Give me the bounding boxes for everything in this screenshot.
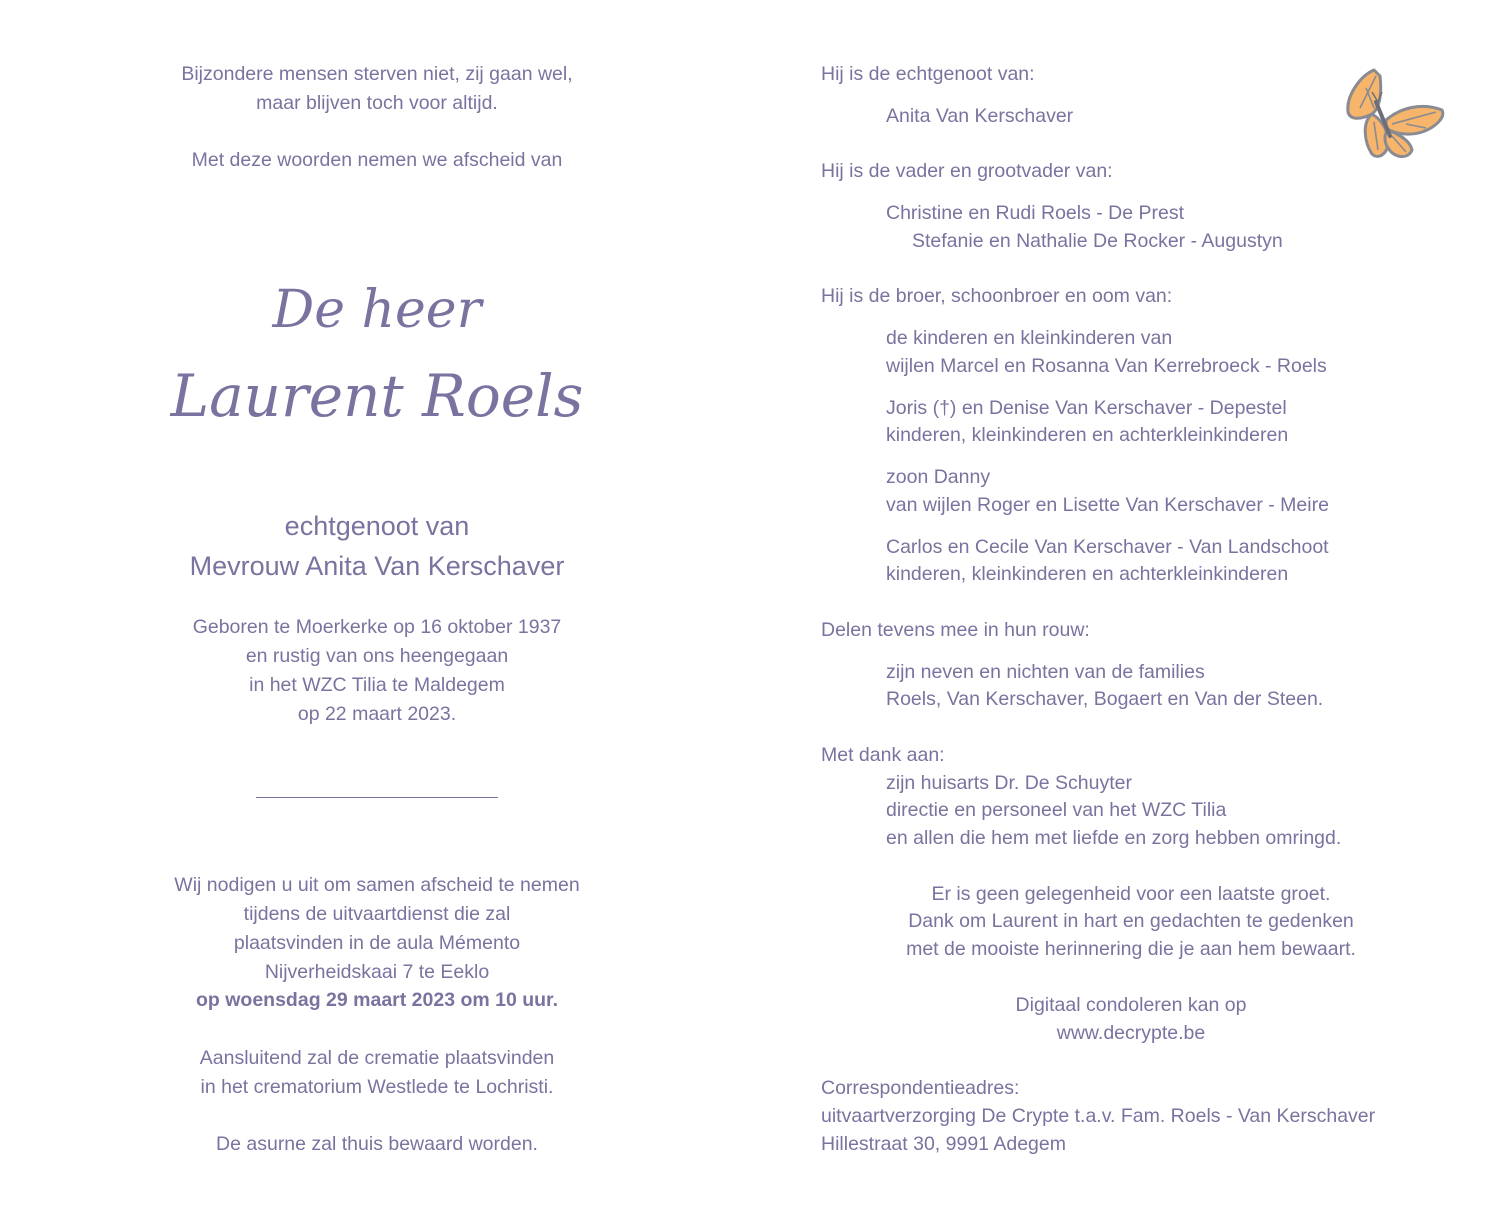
thanks-line-3: en allen die hem met liefde en zorg hebben omringd. — [886, 827, 1342, 849]
address-line-2: Hillestraat 30, 9991 Adegem — [821, 1133, 1066, 1155]
thanks-heading: Met dank aan: — [821, 744, 945, 766]
divider-line — [256, 797, 498, 798]
spouse-line-2: Mevrouw Anita Van Kerschaver — [189, 551, 565, 581]
father-line-2: Stefanie en Nathalie De Rocker - Augustyn — [912, 230, 1283, 252]
brother-line-2a: Joris (†) en Denise Van Kerschaver - Depestel — [886, 397, 1287, 419]
spouse-name: Anita Van Kerschaver — [886, 105, 1074, 127]
butterfly-icon — [1336, 62, 1448, 166]
thanks-line-2: directie en personeel van het WZC Tilia — [886, 799, 1227, 821]
quote-line-1: Bijzondere mensen sterven niet, zij gaan wel, — [181, 63, 573, 85]
share-line-2: Roels, Van Kerschaver, Bogaert en Van der Steen. — [886, 688, 1324, 710]
invite-line-5: op woensdag 29 maart 2023 om 10 uur. — [196, 989, 558, 1011]
title-script: De heer — [272, 280, 482, 340]
brother-line-2b: kinderen, kleinkinderen en achterkleinkinderen — [886, 424, 1289, 446]
share-heading: Delen tevens mee in hun rouw: — [821, 619, 1090, 641]
invite-line-2: tijdens de uitvaartdienst die zal — [243, 903, 511, 925]
deceased-name: Laurent Roels — [170, 362, 584, 430]
cremation-line-1: Aansluitend zal de crematie plaatsvinden — [199, 1047, 555, 1069]
brother-line-3b: van wijlen Roger en Lisette Van Kerschaver - Meire — [886, 494, 1329, 516]
brother-line-4b: kinderen, kleinkinderen en achterkleinkinderen — [886, 563, 1289, 585]
condole-link[interactable]: www.decrypte.be — [1056, 1022, 1206, 1044]
note-line-1: Er is geen gelegenheid voor een laatste groet. — [931, 883, 1331, 905]
share-line-1: zijn neven en nichten van de families — [886, 661, 1205, 683]
brother-line-1a: de kinderen en kleinkinderen van — [886, 327, 1173, 349]
urn-text: De asurne zal thuis bewaard worden. — [216, 1133, 538, 1155]
brother-line-4a: Carlos en Cecile Van Kerschaver - Van Landschoot — [886, 536, 1329, 558]
thanks-line-1: zijn huisarts Dr. De Schuyter — [886, 772, 1133, 794]
address-line-1: uitvaartverzorging De Crypte t.a.v. Fam. Roels - Van Kerschaver — [821, 1105, 1376, 1127]
born-line-4: op 22 maart 2023. — [297, 703, 457, 725]
father-line-1: Christine en Rudi Roels - De Prest — [886, 202, 1185, 224]
brother-line-3a: zoon Danny — [886, 466, 991, 488]
invite-line-3: plaatsvinden in de aula Mémento — [233, 932, 521, 954]
spouse-line-1: echtgenoot van — [284, 511, 470, 541]
invite-line-1: Wij nodigen u uit om samen afscheid te nemen — [174, 874, 580, 896]
born-line-1: Geboren te Moerkerke op 16 oktober 1937 — [192, 616, 562, 638]
father-heading: Hij is de vader en grootvader van: — [821, 160, 1113, 182]
invite-line-4: Nijverheidskaai 7 te Eeklo — [264, 961, 490, 983]
born-line-2: en rustig van ons heengegaan — [245, 645, 509, 667]
condole-line-1: Digitaal condoleren kan op — [1015, 994, 1247, 1016]
note-line-3: met de mooiste herinnering die je aan hem bewaart. — [906, 938, 1356, 960]
born-line-3: in het WZC Tilia te Maldegem — [249, 674, 505, 696]
cremation-line-2: in het crematorium Westlede te Lochristi. — [200, 1076, 554, 1098]
intro-text: Met deze woorden nemen we afscheid van — [191, 149, 563, 171]
quote-line-2: maar blijven toch voor altijd. — [256, 92, 498, 114]
brother-heading: Hij is de broer, schoonbroer en oom van: — [821, 285, 1173, 307]
brother-line-1b: wijlen Marcel en Rosanna Van Kerrebroeck - Roels — [886, 355, 1327, 377]
spouse-heading: Hij is de echtgenoot van: — [821, 63, 1035, 85]
address-heading: Correspondentieadres: — [821, 1077, 1020, 1099]
note-line-2: Dank om Laurent in hart en gedachten te gedenken — [908, 910, 1354, 932]
